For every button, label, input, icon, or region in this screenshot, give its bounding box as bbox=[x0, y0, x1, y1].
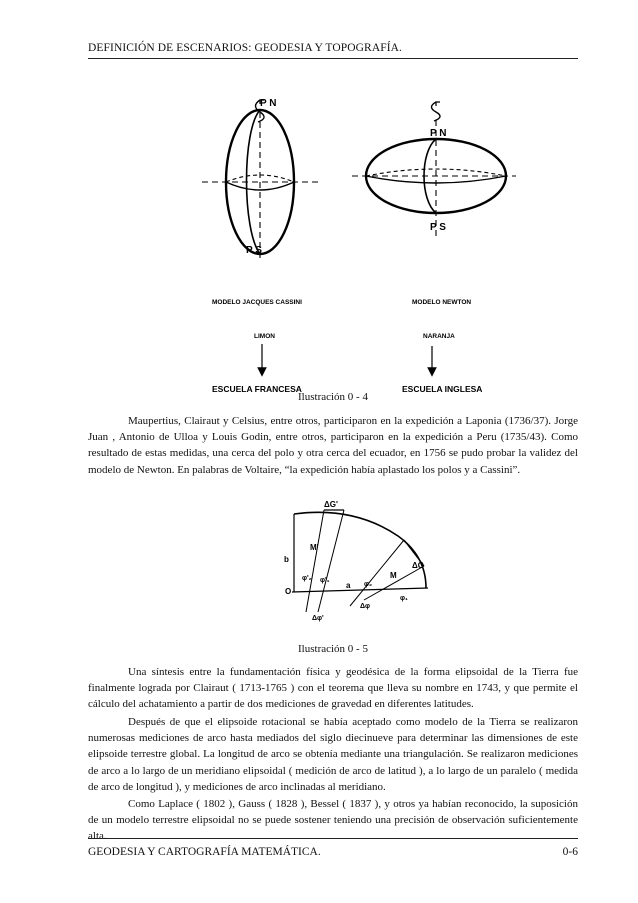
phi1-prime-label: φ'₁ bbox=[320, 577, 330, 584]
page-number: 0-6 bbox=[562, 846, 578, 858]
phi2-label: φ₂ bbox=[364, 581, 373, 588]
paragraph-clairaut: Una síntesis entre la fundamentación física y geodésica de la forma elipsoidal de la Tierra fue finalmente lograda por Clairaut ( 1713-1765 ) con el teorema que lleva su nombre en 1743, y que permite el cálculo del achatamiento a partir de dos mediciones de gravedad en diferentes latitudes. bbox=[88, 666, 578, 711]
page-footer bbox=[88, 846, 578, 858]
delta-g-label: ΔG bbox=[412, 561, 424, 570]
delta-phi-prime-label: Δφ' bbox=[312, 615, 324, 622]
m-prime-label: M' bbox=[310, 543, 319, 552]
newton-school-label: ESCUELA INGLESA bbox=[402, 384, 483, 392]
cassini-pole-north: P N bbox=[260, 98, 277, 109]
page-header: DEFINICIÓN DE ESCENARIOS: GEODESIA Y TOPOGRAFÍA. bbox=[88, 42, 403, 54]
ellipsoid-models-figure bbox=[190, 90, 520, 392]
newton-ellipsoid bbox=[352, 102, 516, 236]
newton-pole-south: P S bbox=[430, 222, 446, 233]
paragraph-laplace: Como Laplace ( 1802 ), Gauss ( 1828 ), Bessel ( 1837 ), y otros ya habían reconocido, la suposición de un modelo terrestre elipsoidal no se puede sostener teniendo una precisión de observación suficientemente alta. bbox=[88, 798, 578, 843]
o-label: O bbox=[285, 587, 292, 596]
paragraph-expeditions: Maupertius, Clairaut y Celsius, entre otros, participaron en la expedición a Laponia (1736/37). Jorge Juan , Antonio de Ulloa y Louis Godin, entre otros, participaron en la expedición a Peru (1735/43). Como resultado de estas medidas, una cerca del polo y otra cerca del ecuador, en 1756 se pudo probar la validez del modelo de Newton. En palabras de Voltaire, “la expedición había aplastado los polos y a Cassini”. bbox=[88, 415, 578, 476]
a-label: a bbox=[346, 581, 351, 590]
m-label: M bbox=[390, 571, 397, 580]
figure-5-caption: Ilustración 0 - 5 bbox=[298, 643, 368, 655]
cassini-model-label: MODELO JACQUES CASSINI bbox=[212, 299, 302, 306]
cassini-fruit-label: LIMON bbox=[254, 333, 275, 340]
delta-g-prime-label: ΔG' bbox=[324, 500, 338, 509]
paragraph-arc-measurements: Después de que el elipsoide rotacional se había aceptado como modelo de la Tierra se realizaron numerosas mediciones de arco hasta mediados del siglo diecinueve para determinar las dimensiones de este elipsoide terrestre global. La longitud de arco se obtenía mediante una triangulación. Se realizaron mediciones de arco a lo largo de un meridiano elipsoidal ( medición de arco de latitud ), a lo largo de un paralelo ( medida de arco de longitud ), y mediciones de arco inclinadas al meridiano. bbox=[88, 716, 578, 793]
b-label: b bbox=[284, 555, 289, 564]
arc-measurement-figure bbox=[268, 496, 452, 622]
header-rule bbox=[88, 58, 578, 59]
cassini-ellipsoid bbox=[202, 100, 318, 262]
figure-4-caption: Ilustración 0 - 4 bbox=[298, 391, 368, 403]
footer-title: GEODESIA Y CARTOGRAFÍA MATEMÁTICA. bbox=[88, 846, 321, 858]
phi1-label: φ₁ bbox=[400, 595, 408, 602]
newton-model-label: MODELO NEWTON bbox=[412, 299, 472, 306]
footer-rule bbox=[88, 838, 578, 839]
cassini-school-label: ESCUELA FRANCESA bbox=[212, 384, 302, 392]
newton-fruit-label: NARANJA bbox=[423, 333, 455, 340]
delta-phi-label: Δφ bbox=[360, 603, 371, 610]
cassini-pole-south: P S bbox=[246, 245, 262, 256]
newton-pole-north: P N bbox=[430, 128, 447, 139]
phi2-prime-label: φ'₂ bbox=[302, 575, 312, 582]
